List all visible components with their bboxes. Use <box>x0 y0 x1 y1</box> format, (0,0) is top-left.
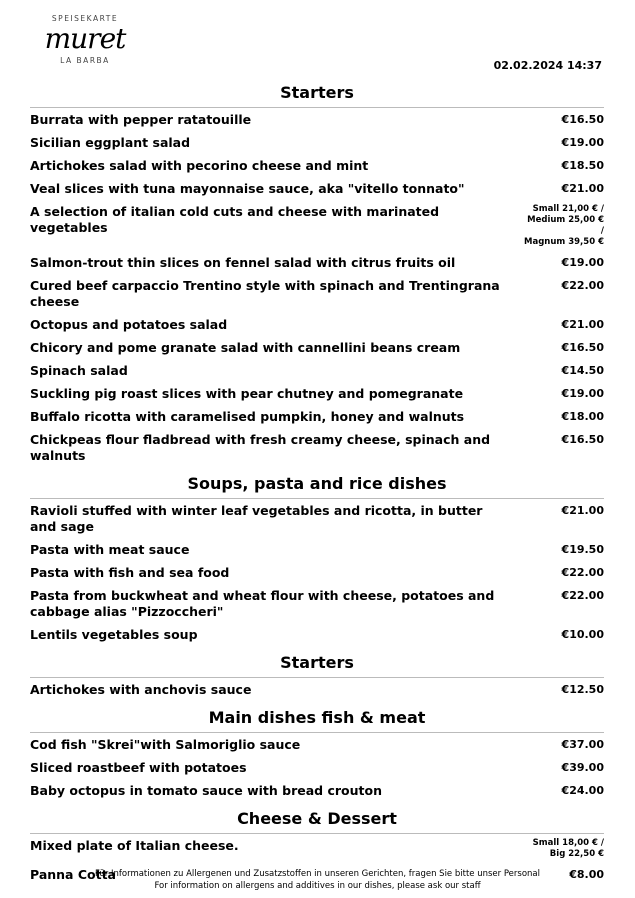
menu-item-name: Pasta with meat sauce <box>30 542 190 557</box>
section-title: Soups, pasta and rice dishes <box>30 471 604 499</box>
menu-item-name: Spinach salad <box>30 363 128 378</box>
menu-item-price: Small 18,00 € / Big 22,50 € <box>532 838 604 859</box>
menu-item-name: Artichokes salad with pecorino cheese and mint <box>30 158 369 173</box>
menu-item <box>30 682 604 698</box>
allergen-notice <box>0 868 635 892</box>
menu-item <box>30 783 604 799</box>
menu-item-name: Cod fish "Skrei"with Salmoriglio sauce <box>30 737 301 752</box>
menu-item-price: Small 21,00 € / Medium 25,00 € / Magnum 39,50 € <box>524 204 604 247</box>
menu-item <box>30 278 604 310</box>
menu-item-name: Mixed plate of Italian cheese. <box>30 838 239 853</box>
menu-item <box>30 255 604 271</box>
menu-item-name: Ravioli stuffed with winter leaf vegetables and ricotta, in butter and sage <box>30 503 483 534</box>
menu-item-price: €16.50 <box>561 433 604 446</box>
menu-item-name: Baby octopus in tomato sauce with bread crouton <box>30 783 383 798</box>
menu-item-price: €12.50 <box>561 683 604 696</box>
menu-item-name: Octopus and potatoes salad <box>30 317 228 332</box>
menu-item <box>30 409 604 425</box>
menu-item-price: €19.00 <box>561 136 604 149</box>
section-title: Cheese & Dessert <box>30 806 604 834</box>
menu-item-name: Salmon-trout thin slices on fennel salad with citrus fruits oil <box>30 255 456 270</box>
menu-item <box>30 503 604 535</box>
menu-item-price: €10.00 <box>561 628 604 641</box>
menu-item-price: €19.50 <box>561 543 604 556</box>
menu-item-price: €21.00 <box>561 182 604 195</box>
allergen-notice-en: For information on allergens and additives in our dishes, please ask our staff <box>154 881 481 891</box>
menu-item <box>30 737 604 753</box>
menu-item <box>30 627 604 643</box>
menu-item-price: €19.00 <box>561 387 604 400</box>
menu-item <box>30 112 604 128</box>
menu-item <box>30 542 604 558</box>
menu-section <box>30 705 604 799</box>
menu-item-name: Sliced roastbeef with potatoes <box>30 760 247 775</box>
menu-item <box>30 386 604 402</box>
menu-item-price: €19.00 <box>561 256 604 269</box>
section-title: Starters <box>30 80 604 108</box>
menu-item-name: Cured beef carpaccio Trentino style with spinach and Trentingrana cheese <box>30 278 500 309</box>
menu-item-price: €14.50 <box>561 364 604 377</box>
menu-item <box>30 204 604 248</box>
menu-item-price: €24.00 <box>561 784 604 797</box>
allergen-notice-de: Für Informationen zu Allergenen und Zusatzstoffen in unseren Gerichten, fragen Sie bitte unser Personal <box>95 869 540 879</box>
menu-item-name: Pasta with fish and sea food <box>30 565 230 580</box>
menu-item <box>30 363 604 379</box>
menu-item <box>30 565 604 581</box>
menu-item-name: Burrata with pepper ratatouille <box>30 112 252 127</box>
logo-wordmark: muret <box>44 22 126 55</box>
menu-item-price: €18.00 <box>561 410 604 423</box>
logo-caption-top: SPEISEKARTE <box>51 14 119 23</box>
section-title: Starters <box>30 650 604 678</box>
menu-item-name: Panna Cotta <box>30 867 116 882</box>
menu-item-name: Buffalo ricotta with caramelised pumpkin, honey and walnuts <box>30 409 465 424</box>
menu-item-price: €22.00 <box>561 279 604 292</box>
restaurant-logo <box>30 14 140 65</box>
menu-item-price: €21.00 <box>561 318 604 331</box>
menu-list <box>30 80 604 890</box>
menu-item-name: Chicory and pome granate salad with cannellini beans cream <box>30 340 461 355</box>
menu-item-name: Sicilian eggplant salad <box>30 135 191 150</box>
menu-item <box>30 432 604 464</box>
menu-item <box>30 760 604 776</box>
menu-item <box>30 181 604 197</box>
menu-item <box>30 340 604 356</box>
menu-item-price: €21.00 <box>561 504 604 517</box>
menu-item-name: A selection of italian cold cuts and cheese with marinated vegetables <box>30 204 440 235</box>
menu-item <box>30 317 604 333</box>
menu-item <box>30 838 604 860</box>
section-title: Main dishes fish & meat <box>30 705 604 733</box>
menu-item <box>30 588 604 620</box>
menu-item-name: Lentils vegetables soup <box>30 627 198 642</box>
menu-item-name: Veal slices with tuna mayonnaise sauce, aka "vitello tonnato" <box>30 181 465 196</box>
logo-caption-bottom: LA BARBA <box>60 56 110 65</box>
menu-item-name: Artichokes with anchovis sauce <box>30 682 252 697</box>
menu-section <box>30 80 604 464</box>
menu-section <box>30 650 604 698</box>
menu-item-name: Suckling pig roast slices with pear chutney and pomegranate <box>30 386 464 401</box>
menu-section <box>30 471 604 643</box>
menu-item-price: €8.00 <box>569 868 604 881</box>
menu-datetime: 02.02.2024 14:37 <box>493 59 602 72</box>
menu-item-price: €39.00 <box>561 761 604 774</box>
menu-item-price: €16.50 <box>561 341 604 354</box>
menu-item-name: Chickpeas flour fladbread with fresh creamy cheese, spinach and walnuts <box>30 432 491 463</box>
menu-item <box>30 158 604 174</box>
menu-item-price: €22.00 <box>561 589 604 602</box>
menu-item-price: €18.50 <box>561 159 604 172</box>
menu-item-price: €37.00 <box>561 738 604 751</box>
menu-item-price: €16.50 <box>561 113 604 126</box>
menu-item <box>30 135 604 151</box>
menu-item-price: €22.00 <box>561 566 604 579</box>
menu-item-name: Pasta from buckwheat and wheat flour with cheese, potatoes and cabbage alias "Pizzoccheri" <box>30 588 495 619</box>
